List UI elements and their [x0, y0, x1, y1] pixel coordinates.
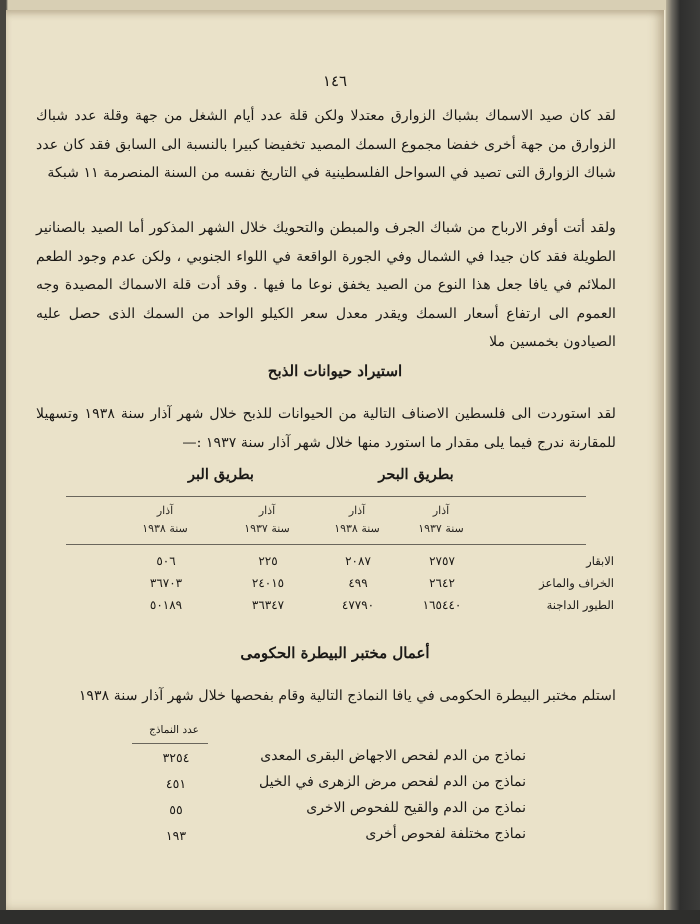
book-cover-edge [666, 0, 700, 924]
heading-import: استيراد حيوانات الذبح [267, 362, 403, 380]
table-header-rule [66, 544, 586, 545]
group-land-header: بطريق البر [188, 466, 254, 483]
sample-count: ٤٥١ [165, 776, 187, 791]
sample-label: نماذج من الدم والقيح للفحوص الاخرى [306, 800, 526, 816]
book-cover-bottom [0, 910, 700, 924]
count-header-rule [132, 743, 208, 744]
paragraph-profits: ولقد أتت أوفر الارباح من شباك الجرف والمبطن والتحويك خلال الشهر المذكور أما الصيد بالصنانير الطويلة فقد كان جيدا في الشمال وفي الجورة الواقعة في اللواء الجنوبي ، ولكن عدم وجود الطعم الملائم في يافا جعل هذا النوع من الصيد يخفق نوعا ما فيها . وقد أدت قلة الاسماك المصيدة وجه العموم الى ارتفاع أسعار السمك ويقدر معدل سعر الكيلو الواحد من السمك الذى حصل عليه الصيادون بخمسين ملا [36, 220, 616, 350]
table-cell: ٤٩٩ [348, 576, 368, 590]
table-top-rule [66, 496, 586, 497]
table-cell: ٥٠٦ [156, 554, 176, 568]
table-cell: ٤٧٧٩٠ [341, 598, 375, 612]
table-cell: ٥٠١٨٩ [149, 598, 183, 612]
paragraph-import: لقد استوردت الى فلسطين الاصناف التالية من الحيوانات للذبح خلال شهر آذار سنة ١٩٣٨ وتسهيلا للمقارنة ندرج فيما يلى مقدار ما استورد منها خلال شهر آذار سنة ١٩٣٧ :— [36, 406, 616, 451]
sample-label: نماذج من الدم لفحص مرض الزهرى في الخيل [258, 774, 526, 790]
table-cell: ٢٧٥٧ [429, 554, 455, 568]
table-cell: ٢٤٠١٥ [251, 576, 285, 590]
table-cell: ٢٦٤٢ [429, 576, 455, 590]
sample-label: نماذج مختلفة لفحوص أخرى [365, 826, 526, 842]
page-number: ١٤٦ [322, 72, 348, 90]
row-label: الطيور الداجنة [546, 598, 614, 612]
sample-count: ٥٥ [169, 802, 183, 817]
row-label: الخراف والماعز [539, 576, 614, 590]
table-cell: ٢٢٥ [258, 554, 278, 568]
sample-label: نماذج من الدم لفحص الاجهاض البقرى المعدى [260, 748, 526, 764]
row-label: الابقار [586, 554, 614, 568]
paragraph-fishing: لقد كان صيد الاسماك بشباك الزوارق معتدلا ولكن قلة عدد أيام الشغل من جهة وقلة عدد شباك الزوارق من جهة أخرى خفضا مجموع السمك المصيد تخفيضا كبيرا بالنسبة الى السابق فقد كان عدد شباك الزوارق التى تصيد في السواحل الفلسطينية في التاريخ نفسه من السنة المنصرمة ١١ شبكة [36, 108, 616, 181]
column-header: آذار سنة ١٩٣٨ [334, 504, 380, 535]
paragraph-lab: استلم مختبر البيطرة الحكومى في يافا النماذج التالية وقام بفحصها خلال شهر آذار سنة ١٩٣٨ [78, 688, 616, 704]
page [6, 10, 664, 910]
column-header: آذار سنة ١٩٣٧ [418, 504, 464, 535]
table-cell: ١٦٥٤٤٠ [422, 598, 462, 612]
table-cell: ٣٦٧٠٣ [149, 576, 183, 590]
sample-count: ٣٢٥٤ [162, 750, 190, 765]
heading-lab: أعمال مختبر البيطرة الحكومى [240, 644, 430, 662]
count-header: عدد النماذج [149, 724, 199, 736]
table-cell: ٢٠٨٧ [345, 554, 371, 568]
column-header: آذار سنة ١٩٣٧ [244, 504, 290, 535]
column-header: آذار سنة ١٩٣٨ [142, 504, 188, 535]
table-cell: ٣٦٣٤٧ [251, 598, 285, 612]
group-sea-header: بطريق البحر [378, 466, 454, 483]
sample-count: ١٩٣ [165, 828, 187, 843]
